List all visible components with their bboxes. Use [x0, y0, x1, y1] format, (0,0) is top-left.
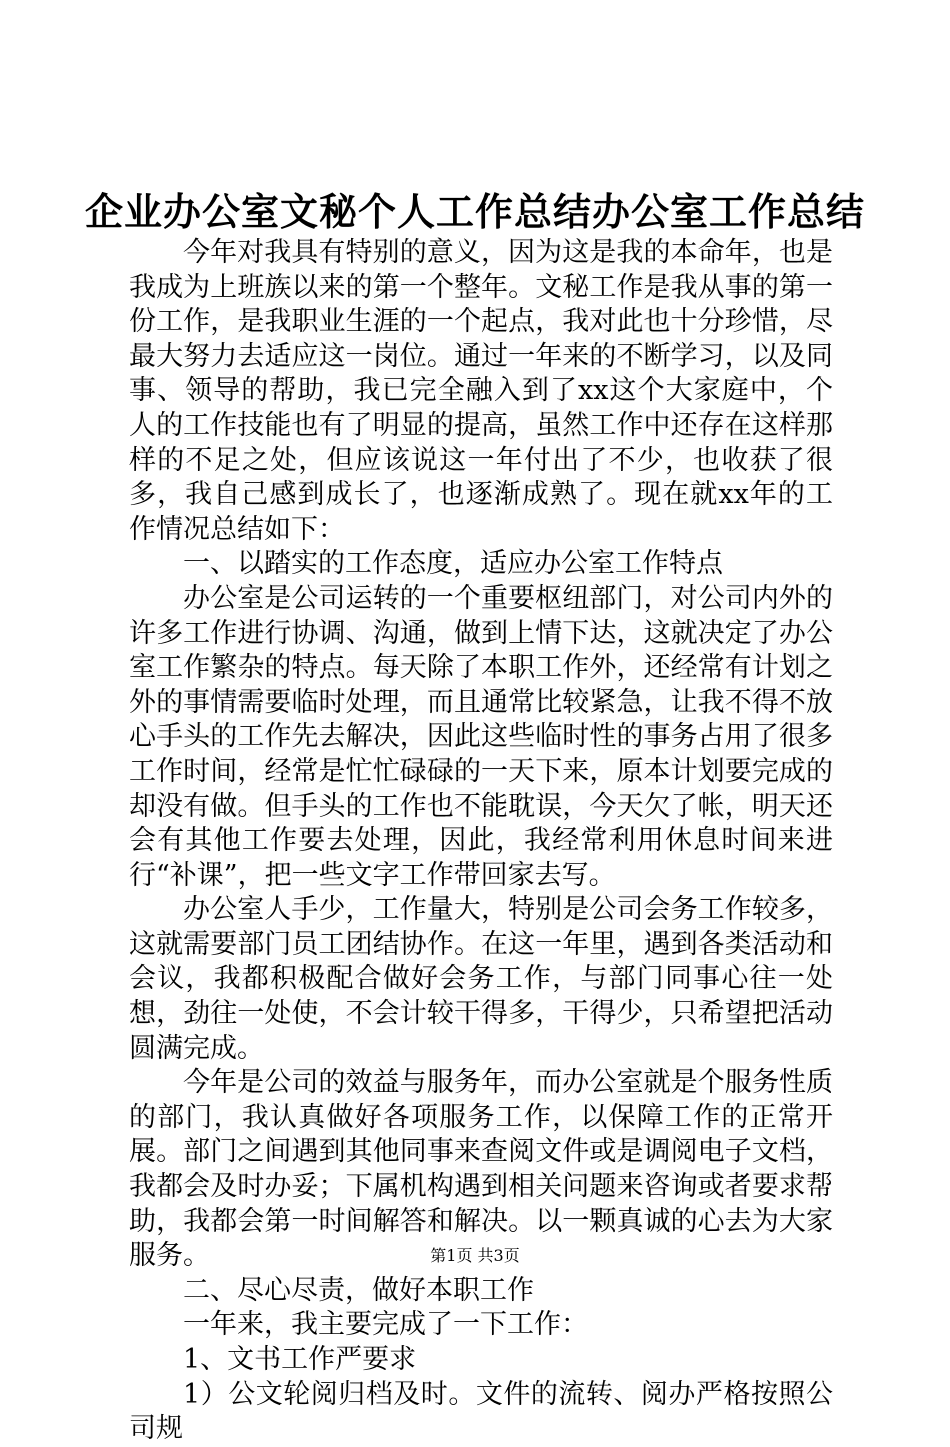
paragraph: 1）公文轮阅归档及时。文件的流转、阅办严格按照公司规 — [129, 1378, 833, 1445]
section-heading: 一、以踏实的工作态度，适应办公室工作特点 — [183, 548, 723, 580]
paragraph: 今年对我具有特别的意义，因为这是我的本命年，也是我成为上班族以来的第一个整年。文秘工作是我从事的第一份工作，是我职业生涯的一个起点，我对此也十分珍惜，尽最大努力去适应这一岗位。通过一年来的不断学习，以及同事、领导的帮助，我已完全融入到了xx这个大家庭中，个人的工作技能也有了明显的提高，虽然工作中还存在这样那样的不足之处，但应该说这一年付出了不少，也收获了很多，我自己感到成长了，也逐渐成熟了。现在就xx年的工作情况总结如下： — [129, 237, 833, 545]
section-heading: 二、尽心尽责，做好本职工作 — [183, 1274, 534, 1306]
page-footer: 第1页 共3页 — [430, 1246, 520, 1265]
paragraph: 办公室是公司运转的一个重要枢纽部门，对公司内外的许多工作进行协调、沟通，做到上情下达，这就决定了办公室工作繁杂的特点。每天除了本职工作外，还经常有计划之外的事情需要临时处理，而且通常比较紧急，让我不得不放心手头的工作先去解决，因此这些临时性的事务占用了很多工作时间，经常是忙忙碌碌的一天下来，原本计划要完成的却没有做。但手头的工作也不能耽误，今天欠了帐，明天还会有其他工作要去处理，因此，我经常利用休息时间来进行“补课”，把一些文字工作带回家去写。 — [129, 582, 833, 891]
paragraph: 办公室人手少，工作量大，特别是公司会务工作较多，这就需要部门员工团结协作。在这一年里，遇到各类活动和会议，我都积极配合做好会务工作，与部门同事心往一处想，劲往一处使，不会计较干得多，干得少，只希望把活动圆满完成。 — [129, 894, 833, 1064]
subsection-heading: 1、文书工作严要求 — [183, 1344, 417, 1375]
paragraph: 一年来，我主要完成了一下工作： — [183, 1309, 588, 1341]
paragraph: 今年是公司的效益与服务年，而办公室就是个服务性质的部门，我认真做好各项服务工作，以保障工作的正常开展。部门之间遇到其他同事来查阅文件或是调阅电子文档，我都会及时办妥；下属机构遇到相关问题来咨询或者要求帮助，我都会第一时间解答和解决。以一颗真诚的心去为大家服务。 — [129, 1067, 833, 1272]
document-title: 企业办公室文秘个人工作总结办公室工作总结 — [84, 189, 865, 234]
